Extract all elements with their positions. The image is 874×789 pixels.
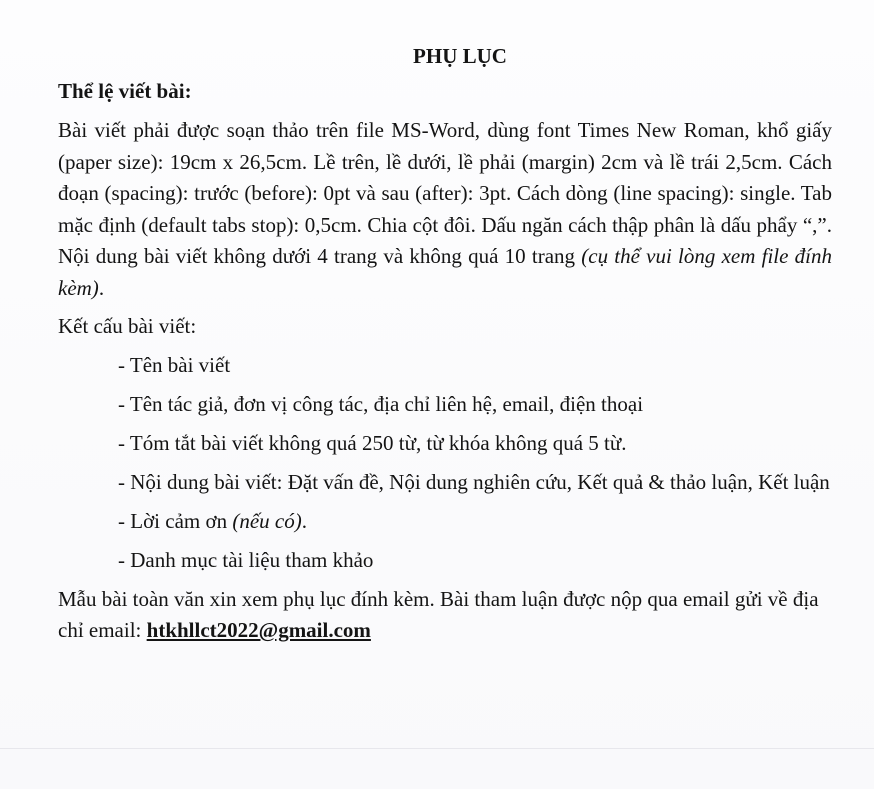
scan-artifact-line	[0, 748, 874, 749]
list-item-content	[58, 467, 832, 497]
closing-text: Mẫu bài toàn văn xin xem phụ lục đính kèm. Bài tham luận được nộp qua email gửi về địa chỉ email:	[58, 587, 819, 642]
list-item-author	[58, 389, 832, 419]
email-address: htkhllct2022@gmail.com	[146, 618, 371, 642]
page-title: PHỤ LỤC	[413, 44, 507, 68]
list-item-acknowledgement	[58, 506, 832, 536]
rules-paragraph	[58, 115, 832, 304]
list-item-abstract	[58, 428, 832, 458]
list-item-title	[58, 350, 832, 380]
list-item-italic-note: (nếu có)	[232, 509, 302, 533]
list-item-text: - Tên bài viết	[118, 353, 231, 377]
list-item-text: - Lời cảm ơn	[118, 509, 233, 533]
rules-paragraph-italic-note: (cụ thể vui lòng xem file đính kèm)	[58, 244, 832, 300]
list-item-text: - Tóm tắt bài viết không quá 250 từ, từ khóa không quá 5 từ.	[118, 431, 627, 455]
rules-paragraph-end: .	[98, 275, 105, 300]
list-item-text: - Tên tác giả, đơn vị công tác, địa chỉ liên hệ, email, điện thoại	[118, 392, 644, 416]
list-item-text: - Danh mục tài liệu tham khảo	[118, 548, 374, 572]
section-heading: Thể lệ viết bài:	[58, 79, 192, 103]
structure-label: Kết cấu bài viết:	[58, 314, 197, 338]
closing-paragraph	[58, 584, 832, 646]
list-item-references	[58, 545, 832, 575]
list-item-end: .	[301, 509, 307, 533]
rules-paragraph-text: Bài viết phải được soạn thảo trên file MS-Word, dùng font Times New Roman, khổ giấy (paper size): 19cm x 26,5cm. Lề trên, lề dưới, lề phải (margin) 2cm và lề trái 2,5cm. Cách đoạn (spacing): trước (before): 0pt và sau (after): 3pt. Cách dòng (line spacing): single. Tab mặc định (default tabs stop): 0,5cm. Chia cột đôi. Dấu ngăn cách thập phân là dấu phẩy “,”. Nội dung bài viết không dưới 4 trang và không quá 10 trang	[58, 118, 832, 268]
list-item-text: - Nội dung bài viết: Đặt vấn đề, Nội dung nghiên cứu, Kết quả & thảo luận, Kết luận	[118, 470, 830, 494]
